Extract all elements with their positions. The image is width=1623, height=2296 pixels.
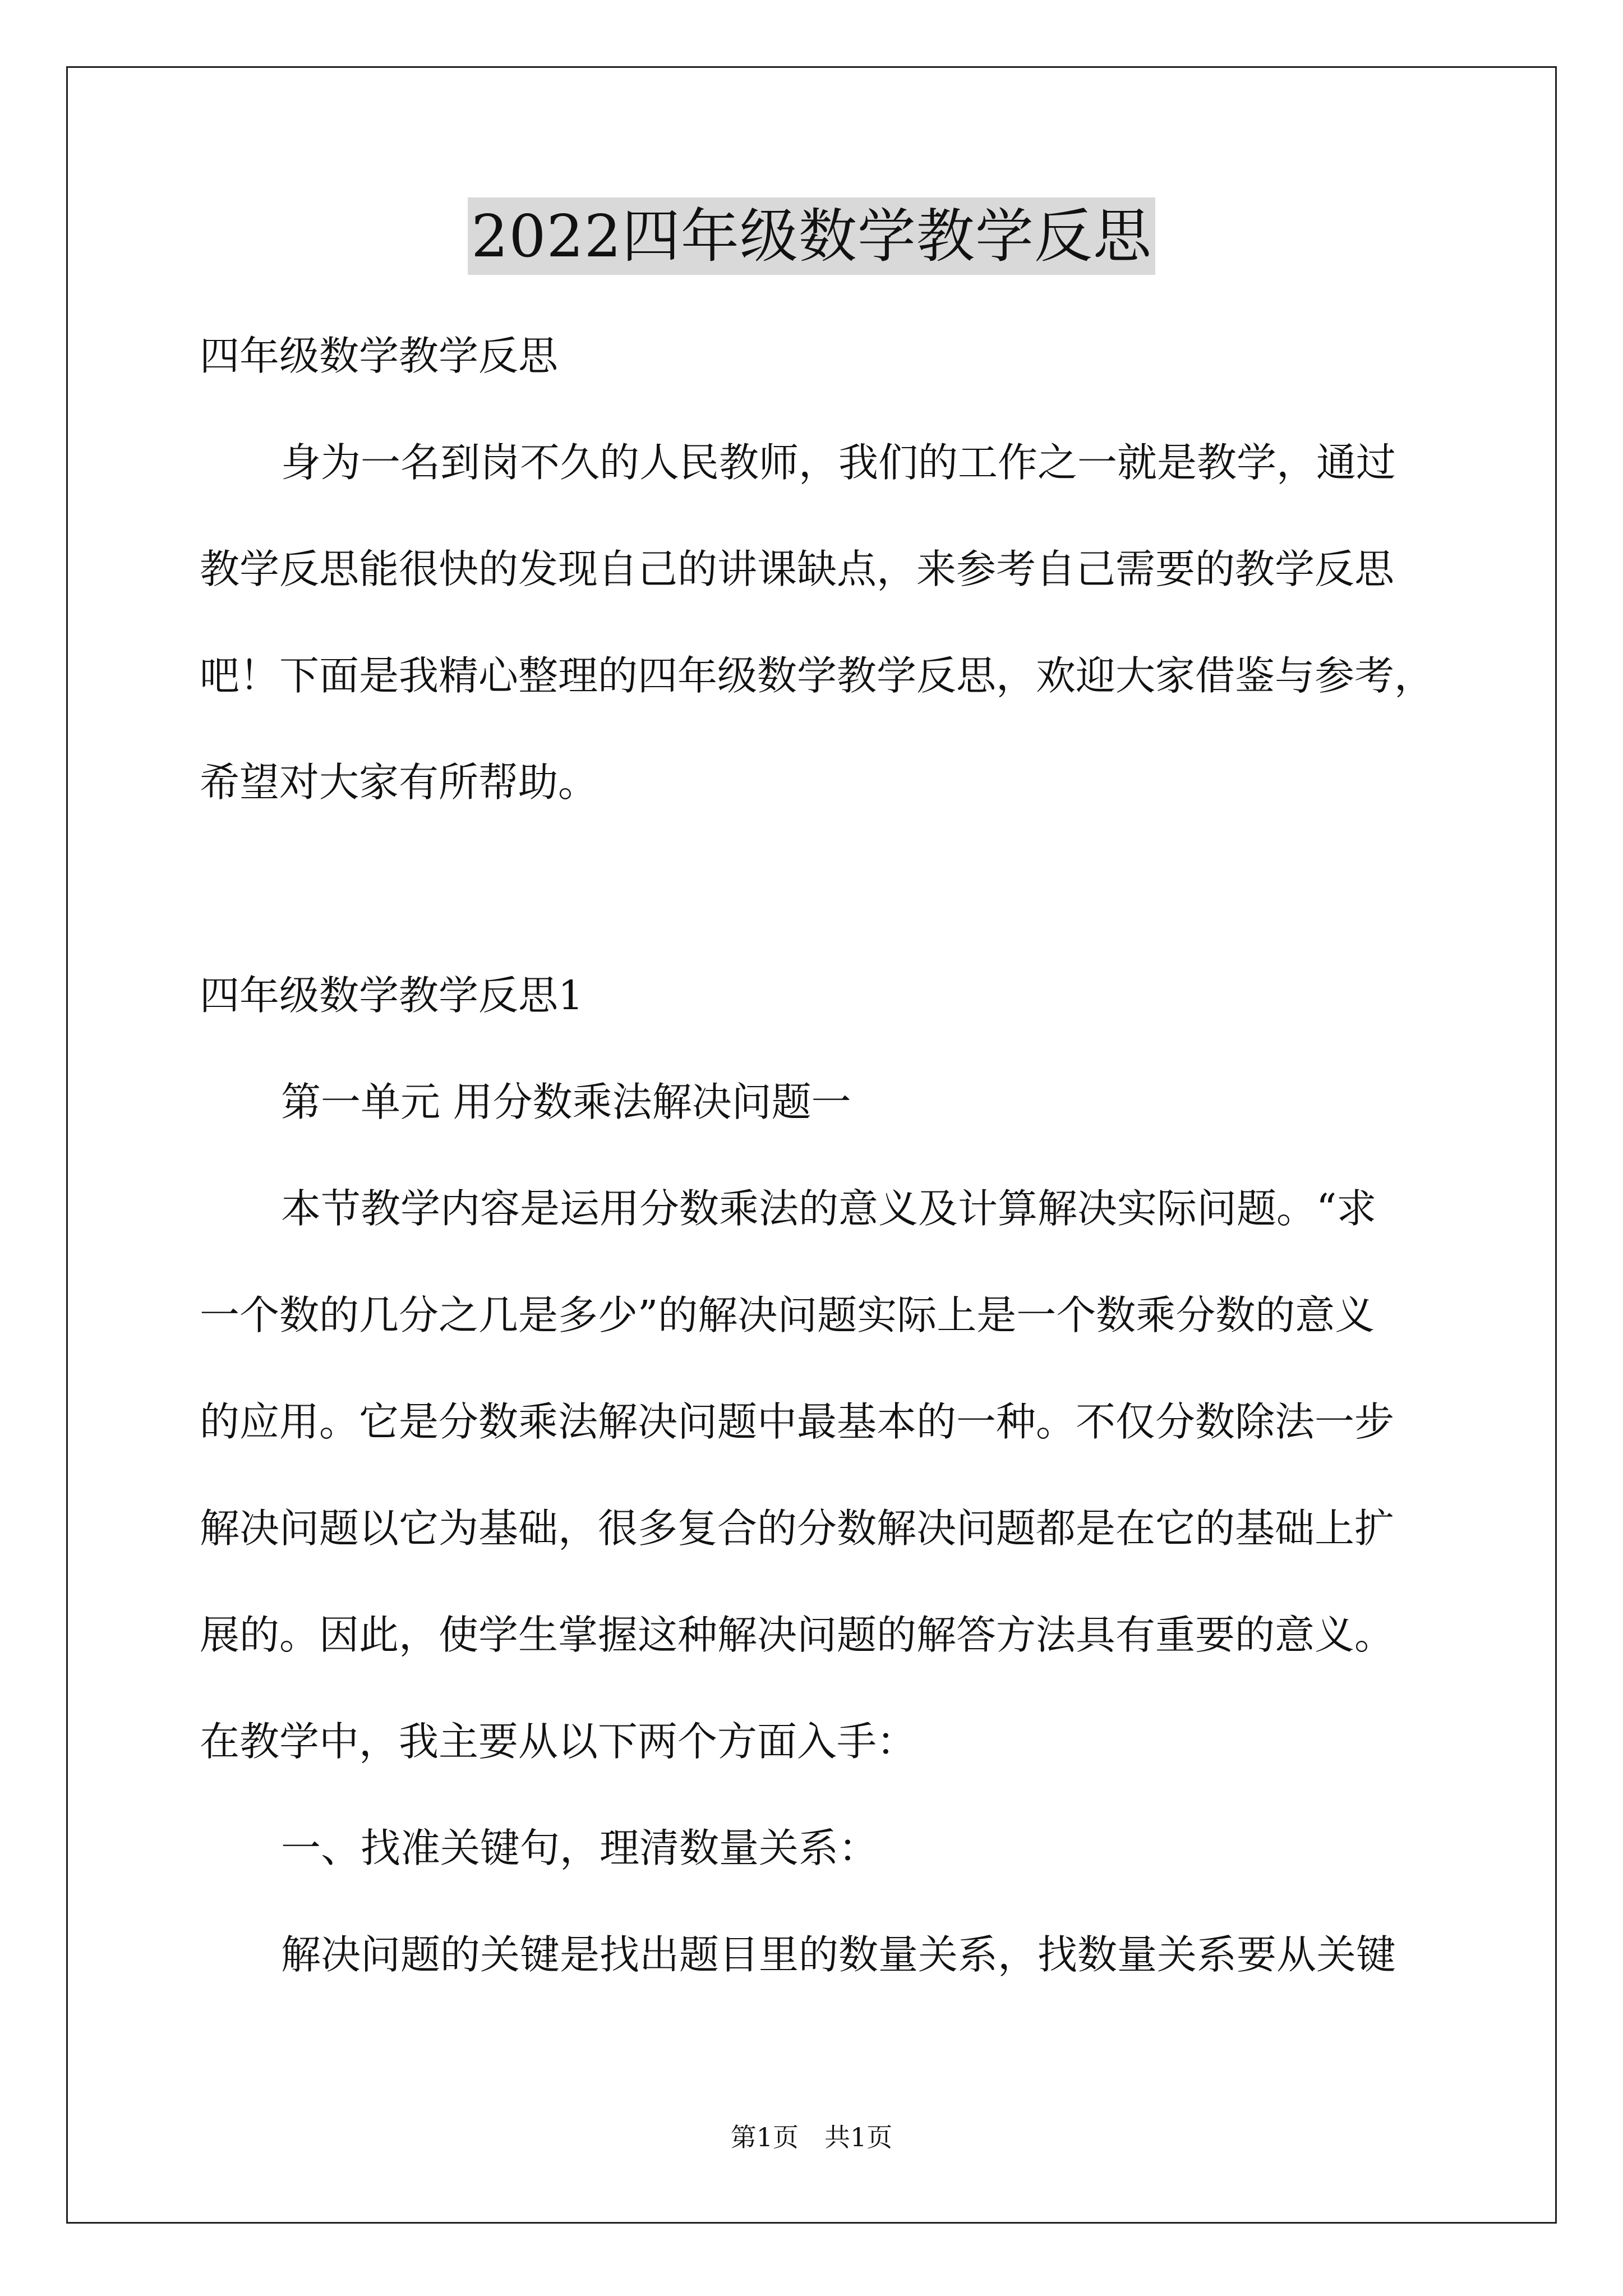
- section-heading: 四年级数学教学反思1: [200, 972, 584, 1019]
- title-container: [0, 197, 1623, 275]
- document-subtitle: 四年级数学教学反思: [200, 333, 559, 379]
- page-footer: 第1页 共1页: [730, 2122, 893, 2152]
- body-line-5: 展的。因此，使学生掌握这种解决问题的解答方法具有重要的意义。: [200, 1612, 1395, 1658]
- point-one-heading: 一、找准关键句，理清数量关系：: [281, 1825, 879, 1871]
- body-line-2: 一个数的几分之几是多少”的解决问题实际上是一个数乘分数的意义: [200, 1292, 1375, 1338]
- last-body-line: 解决问题的关键是找出题目里的数量关系，找数量关系要从关键: [281, 1931, 1396, 1978]
- body-line-6: 在教学中，我主要从以下两个方面入手：: [200, 1718, 917, 1765]
- body-line-4: 解决问题以它为基础，很多复合的分数解决问题都是在它的基础上扩: [200, 1505, 1395, 1552]
- body-line-1: 本节教学内容是运用分数乘法的意义及计算解决实际问题。“求: [281, 1185, 1377, 1232]
- intro-line-4: 希望对大家有所帮助。: [200, 759, 598, 806]
- document-body: [200, 303, 1433, 2008]
- intro-line-1: 身为一名到岗不久的人民教师，我们的工作之一就是教学，通过: [281, 439, 1396, 486]
- intro-line-2: 教学反思能很快的发现自己的讲课缺点，来参考自己需要的教学反思: [200, 546, 1395, 592]
- intro-line-3: 吧！下面是我精心整理的四年级数学教学反思，欢迎大家借鉴与参考，: [200, 652, 1435, 699]
- unit-heading: 第一单元 用分数乘法解决问题一: [281, 1079, 851, 1125]
- document-title: 2022四年级数学教学反思: [468, 197, 1155, 275]
- paragraph-spacer: [200, 836, 1433, 942]
- body-line-3: 的应用。它是分数乘法解决问题中最基本的一种。不仅分数除法一步: [200, 1398, 1395, 1445]
